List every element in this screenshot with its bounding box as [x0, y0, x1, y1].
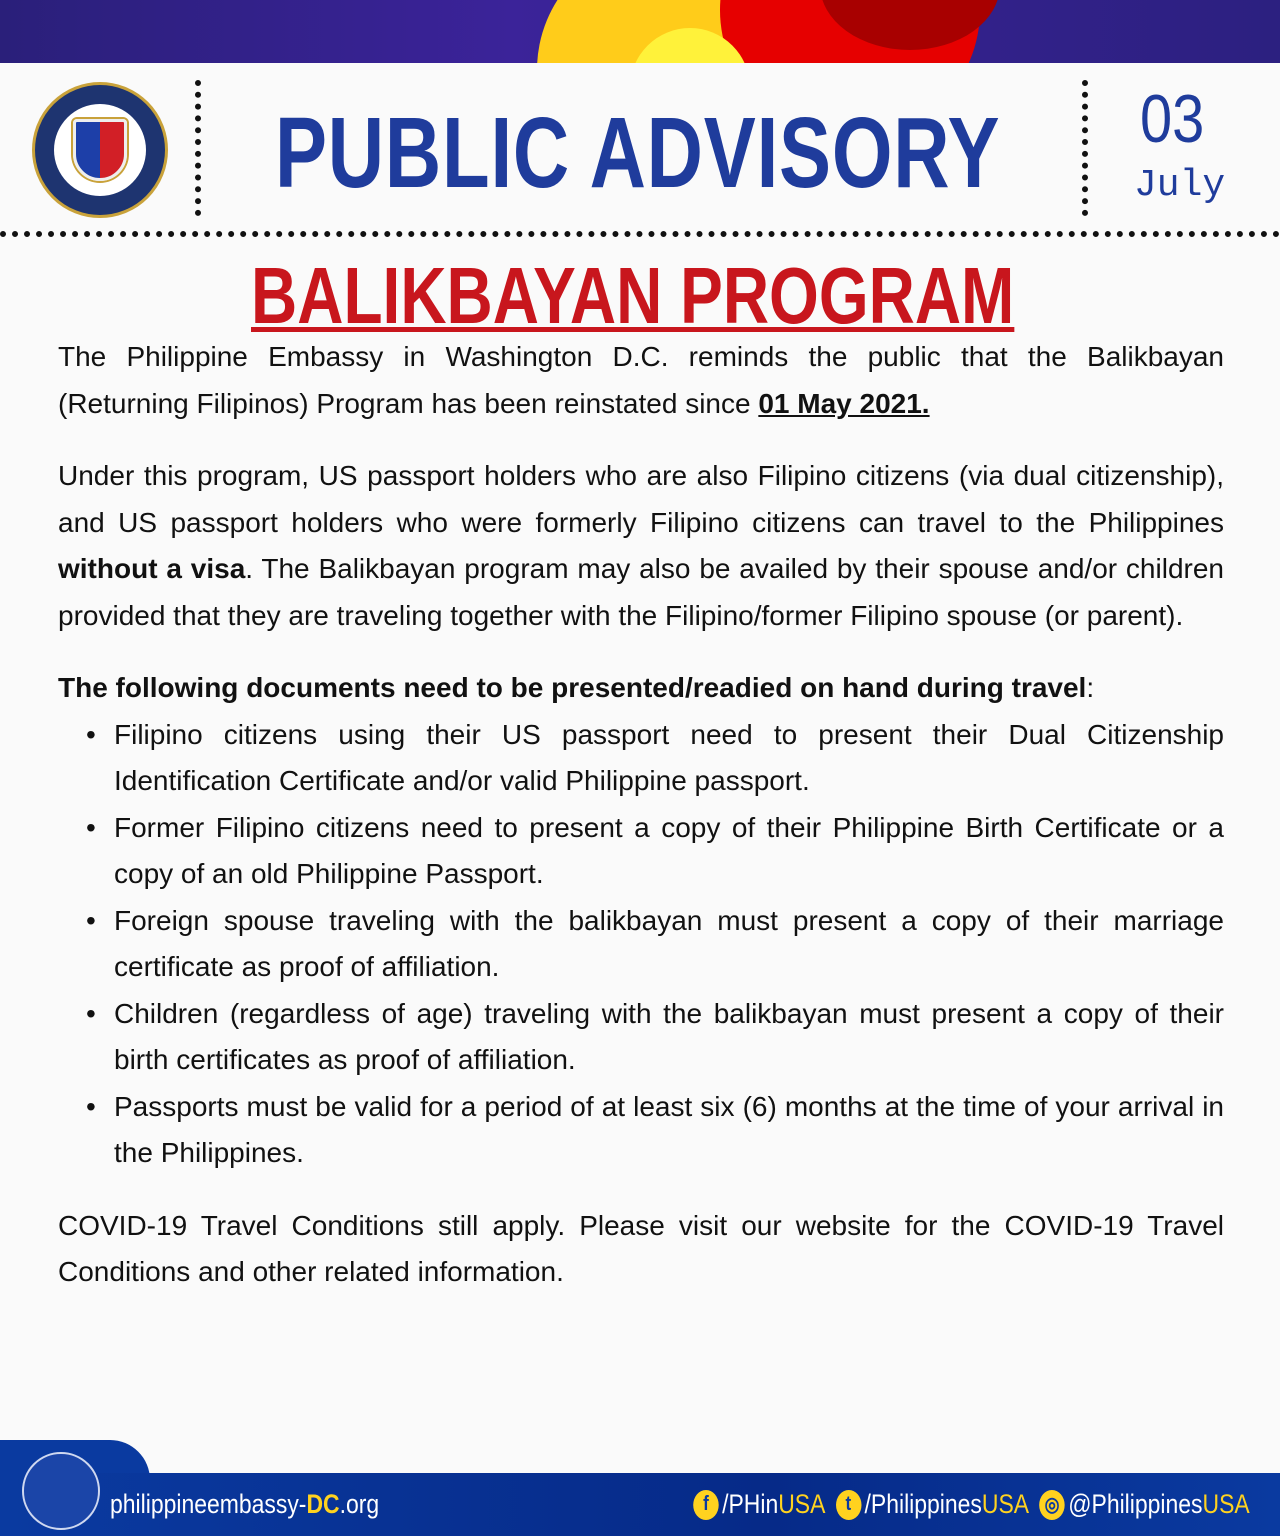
site-text-dc: DC [306, 1489, 340, 1519]
instagram-handle-usa: USA [1202, 1489, 1250, 1519]
twitter-link[interactable] [836, 1489, 1029, 1520]
program-text-end: . The Balikbayan program may also be availed by their spouse and/or children provided that they are traveling together with the Filipino/former Filipino spouse (or parent). [58, 553, 1224, 631]
program-paragraph [58, 453, 1224, 639]
list-item: • Filipino citizens using their US passport need to present their Dual Citizenship Identification Certificate and/or valid Philippine passport. [58, 712, 1224, 805]
facebook-link[interactable] [693, 1489, 825, 1520]
instagram-icon: ◎ [1040, 1490, 1066, 1520]
coat-of-arms-icon [73, 119, 127, 181]
documents-heading [58, 665, 1224, 712]
program-text: Under this program, US passport holders who are also Filipino citizens (via dual citizenship), and US passport holders who were formerly Filipino citizens can travel to the Philippines [58, 460, 1224, 538]
twitter-icon: t [836, 1490, 862, 1520]
twitter-handle-usa: USA [982, 1489, 1030, 1519]
headline: BALIKBAYAN PROGRAM [251, 251, 1015, 340]
site-text: philippineembassy- [110, 1489, 307, 1519]
colon: : [1086, 672, 1095, 703]
top-banner [0, 0, 1280, 63]
reinstated-date: 01 May 2021. [758, 387, 930, 419]
list-item: • Foreign spouse traveling with the balikbayan must present a copy of their marriage certificate as proof of affiliation. [58, 898, 1224, 991]
instagram-link[interactable] [1040, 1489, 1250, 1520]
website-link[interactable] [110, 1489, 379, 1520]
divider [0, 231, 1280, 237]
documents-list [58, 712, 1224, 1177]
footer-seal-logo [22, 1452, 100, 1530]
date-month: July [1134, 164, 1226, 207]
list-item: • Passports must be valid for a period of at least six (6) months at the time of your arrival in the Philippines. [58, 1084, 1224, 1177]
embassy-seal-logo [32, 82, 168, 218]
program-bold: without a visa [58, 553, 246, 584]
closing-paragraph: COVID-19 Travel Conditions still apply. Please visit our website for the COVID-19 Travel Conditions and other related information. [58, 1209, 1224, 1287]
facebook-handle-usa: USA [778, 1489, 826, 1519]
intro-text: The Philippine Embassy in Washington D.C. reminds the public that the Balikbayan (Returning Filipinos) Program has been reinstated since [58, 341, 1224, 419]
site-text-end: .org [339, 1489, 380, 1519]
documents-heading-text: The following documents need to be presented/readied on hand during travel [58, 672, 1087, 703]
intro-paragraph [58, 334, 1224, 427]
twitter-handle: /Philippines [864, 1489, 983, 1519]
list-item: • Former Filipino citizens need to present a copy of their Philippine Birth Certificate or a copy of an old Philippine Passport. [58, 805, 1224, 898]
date-day: 03 [1140, 81, 1205, 157]
facebook-handle: /PHin [722, 1489, 779, 1519]
divider [195, 80, 201, 216]
social-links [693, 1489, 1250, 1520]
instagram-handle: @Philippines [1068, 1489, 1203, 1519]
page-title: PUBLIC ADVISORY [275, 97, 1001, 209]
divider [1082, 80, 1088, 216]
list-item: • Children (regardless of age) traveling with the balikbayan must present a copy of their birth certificates as proof of affiliation. [58, 991, 1224, 1084]
facebook-icon: f [693, 1490, 719, 1520]
advisory-body [58, 334, 1224, 1322]
